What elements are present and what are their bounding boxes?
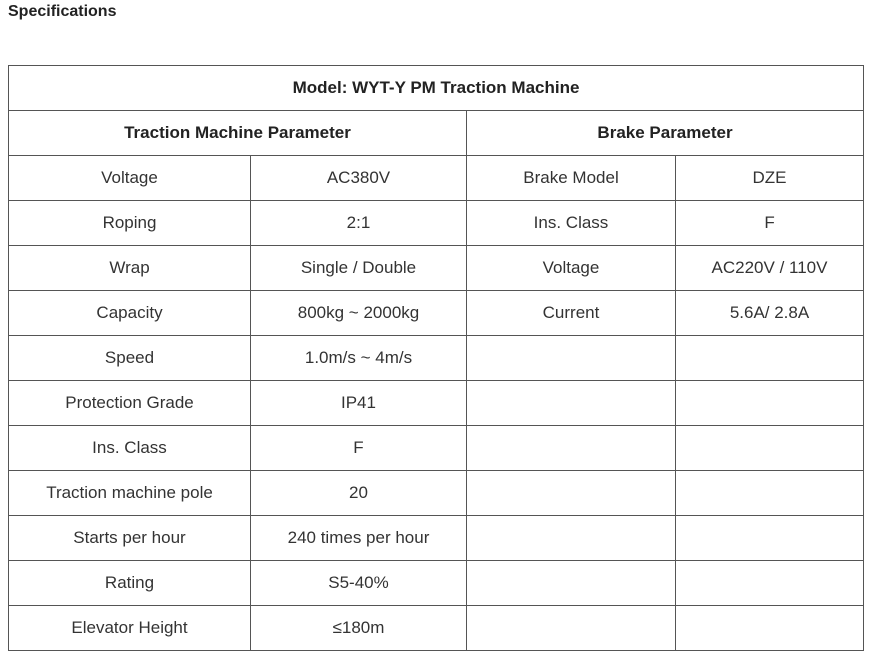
page-heading: Specifications [8, 3, 117, 20]
brake-param-value [676, 426, 864, 471]
table-row [9, 201, 864, 246]
group-header-row [9, 111, 864, 156]
specifications-table [8, 65, 864, 651]
traction-param-value: 800kg ~ 2000kg [251, 291, 467, 336]
traction-param-value: ≤180m [251, 606, 467, 651]
brake-param-label: Voltage [467, 246, 676, 291]
traction-param-value: Single / Double [251, 246, 467, 291]
brake-param-value: 5.6A/ 2.8A [676, 291, 864, 336]
traction-param-value: 1.0m/s ~ 4m/s [251, 336, 467, 381]
brake-param-value [676, 336, 864, 381]
traction-param-value: AC380V [251, 156, 467, 201]
traction-param-label: Ins. Class [9, 426, 251, 471]
table-row [9, 606, 864, 651]
brake-param-value [676, 381, 864, 426]
brake-param-value: F [676, 201, 864, 246]
traction-param-label: Rating [9, 561, 251, 606]
brake-param-label [467, 471, 676, 516]
brake-param-label: Ins. Class [467, 201, 676, 246]
table-row [9, 471, 864, 516]
table-row [9, 336, 864, 381]
table-row [9, 246, 864, 291]
brake-param-value [676, 516, 864, 561]
table-row [9, 426, 864, 471]
brake-param-label [467, 426, 676, 471]
traction-param-label: Voltage [9, 156, 251, 201]
table-row [9, 156, 864, 201]
traction-param-label: Roping [9, 201, 251, 246]
brake-param-label [467, 606, 676, 651]
traction-param-value: S5-40% [251, 561, 467, 606]
brake-param-value: DZE [676, 156, 864, 201]
brake-param-value [676, 471, 864, 516]
traction-param-label: Wrap [9, 246, 251, 291]
traction-param-label: Starts per hour [9, 516, 251, 561]
traction-param-label: Capacity [9, 291, 251, 336]
traction-param-label: Elevator Height [9, 606, 251, 651]
model-title-row [9, 66, 864, 111]
brake-param-label [467, 516, 676, 561]
brake-param-value [676, 561, 864, 606]
table-row [9, 561, 864, 606]
traction-param-value: F [251, 426, 467, 471]
brake-param-value [676, 606, 864, 651]
traction-param-value: 240 times per hour [251, 516, 467, 561]
table-row [9, 381, 864, 426]
traction-parameter-header: Traction Machine Parameter [9, 111, 467, 156]
traction-param-value: 20 [251, 471, 467, 516]
traction-param-value: IP41 [251, 381, 467, 426]
traction-param-label: Protection Grade [9, 381, 251, 426]
brake-param-label [467, 336, 676, 381]
brake-parameter-header: Brake Parameter [467, 111, 864, 156]
table-row [9, 291, 864, 336]
brake-param-value: AC220V / 110V [676, 246, 864, 291]
brake-param-label: Brake Model [467, 156, 676, 201]
traction-param-value: 2:1 [251, 201, 467, 246]
model-title: Model: WYT-Y PM Traction Machine [9, 66, 864, 111]
brake-param-label [467, 561, 676, 606]
traction-param-label: Traction machine pole [9, 471, 251, 516]
brake-param-label: Current [467, 291, 676, 336]
traction-param-label: Speed [9, 336, 251, 381]
brake-param-label [467, 381, 676, 426]
table-row [9, 516, 864, 561]
